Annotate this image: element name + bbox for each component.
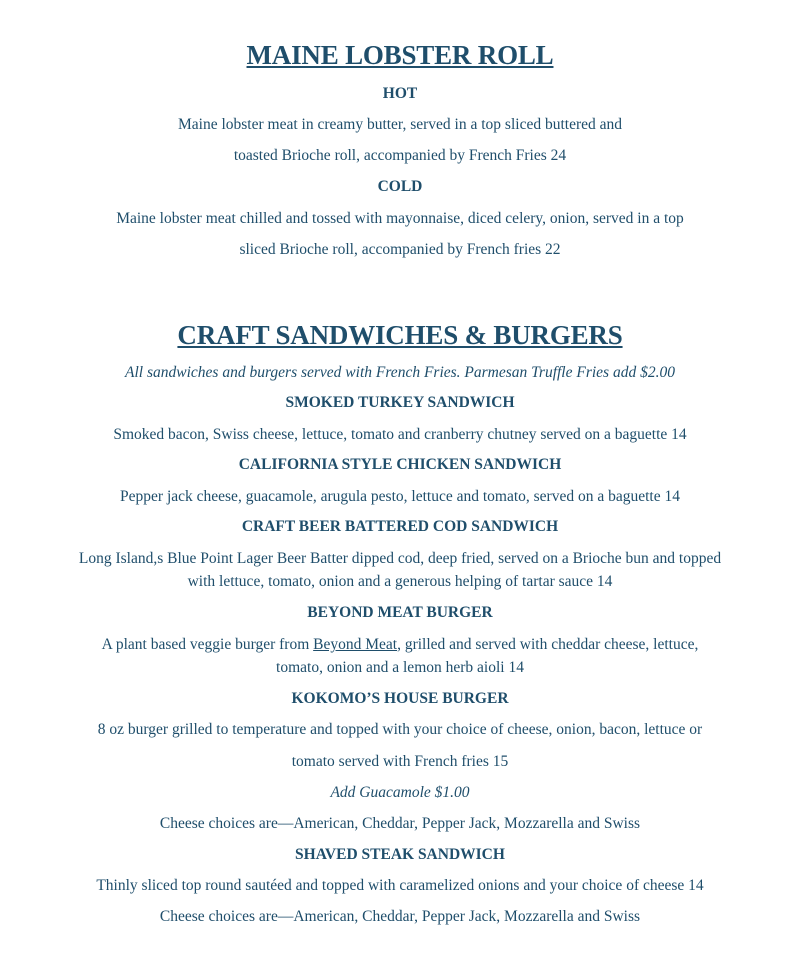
house-burger-description-line2: tomato served with French fries 15 xyxy=(291,753,509,770)
house-burger-description-line1: 8 oz burger grilled to temperature and topped with your choice of cheese, onion, bacon, lettuce or xyxy=(97,721,703,738)
cod-sandwich-description-line1: Long Island,s Blue Point Lager Beer Batter dipped cod, deep fried, served on a Brioche bun and topped xyxy=(78,550,722,567)
steak-sandwich-cheese-choices: Cheese choices are—American, Cheddar, Pepper Jack, Mozzarella and Swiss xyxy=(159,908,641,925)
section-title-lobster-roll: MAINE LOBSTER ROLL xyxy=(246,40,554,70)
chicken-sandwich-description: Pepper jack cheese, guacamole, arugula pesto, lettuce and tomato, served on a baguette 14 xyxy=(120,488,680,505)
sandwiches-note: All sandwiches and burgers served with French Fries. Parmesan Truffle Fries add $2.00 xyxy=(125,364,675,381)
turkey-sandwich-name: SMOKED TURKEY SANDWICH xyxy=(285,394,515,411)
cod-sandwich-description-line2: with lettuce, tomato, onion and a generous helping of tartar sauce 14 xyxy=(187,573,613,590)
cold-description-line2: sliced Brioche roll, accompanied by French fries 22 xyxy=(239,241,561,258)
steak-sandwich-name: SHAVED STEAK SANDWICH xyxy=(295,846,505,863)
house-burger-cheese-choices: Cheese choices are—American, Cheddar, Pepper Jack, Mozzarella and Swiss xyxy=(159,815,641,832)
beyond-meat-link[interactable]: Beyond Meat xyxy=(313,636,398,653)
hot-heading: HOT xyxy=(382,85,418,102)
beyond-burger-desc-suffix: , grilled and served with cheddar cheese, lettuce, xyxy=(397,636,699,653)
chicken-sandwich-name: CALIFORNIA STYLE CHICKEN SANDWICH xyxy=(238,456,562,473)
beyond-burger-desc-prefix: A plant based veggie burger from xyxy=(101,636,314,653)
turkey-sandwich-description: Smoked bacon, Swiss cheese, lettuce, tomato and cranberry chutney served on a baguette 14 xyxy=(113,426,687,443)
steak-sandwich-description: Thinly sliced top round sautéed and topped with caramelized onions and your choice of cheese 14 xyxy=(96,877,704,894)
section-title-sandwiches: CRAFT SANDWICHES & BURGERS xyxy=(177,320,623,350)
cod-sandwich-name: CRAFT BEER BATTERED COD SANDWICH xyxy=(241,518,559,535)
beyond-burger-name: BEYOND MEAT BURGER xyxy=(307,604,493,621)
beyond-burger-description-line1 xyxy=(0,635,800,655)
hot-description-line2: toasted Brioche roll, accompanied by French Fries 24 xyxy=(233,147,567,164)
cold-heading: COLD xyxy=(377,178,423,195)
hot-description-line1: Maine lobster meat in creamy butter, served in a top sliced buttered and xyxy=(178,116,622,133)
house-burger-name: KOKOMO’S HOUSE BURGER xyxy=(291,690,509,707)
beyond-burger-description-line2: tomato, onion and a lemon herb aioli 14 xyxy=(276,659,524,676)
cold-description-line1: Maine lobster meat chilled and tossed with mayonnaise, diced celery, onion, served in a top xyxy=(116,210,684,227)
house-burger-addon: Add Guacamole $1.00 xyxy=(330,784,470,801)
